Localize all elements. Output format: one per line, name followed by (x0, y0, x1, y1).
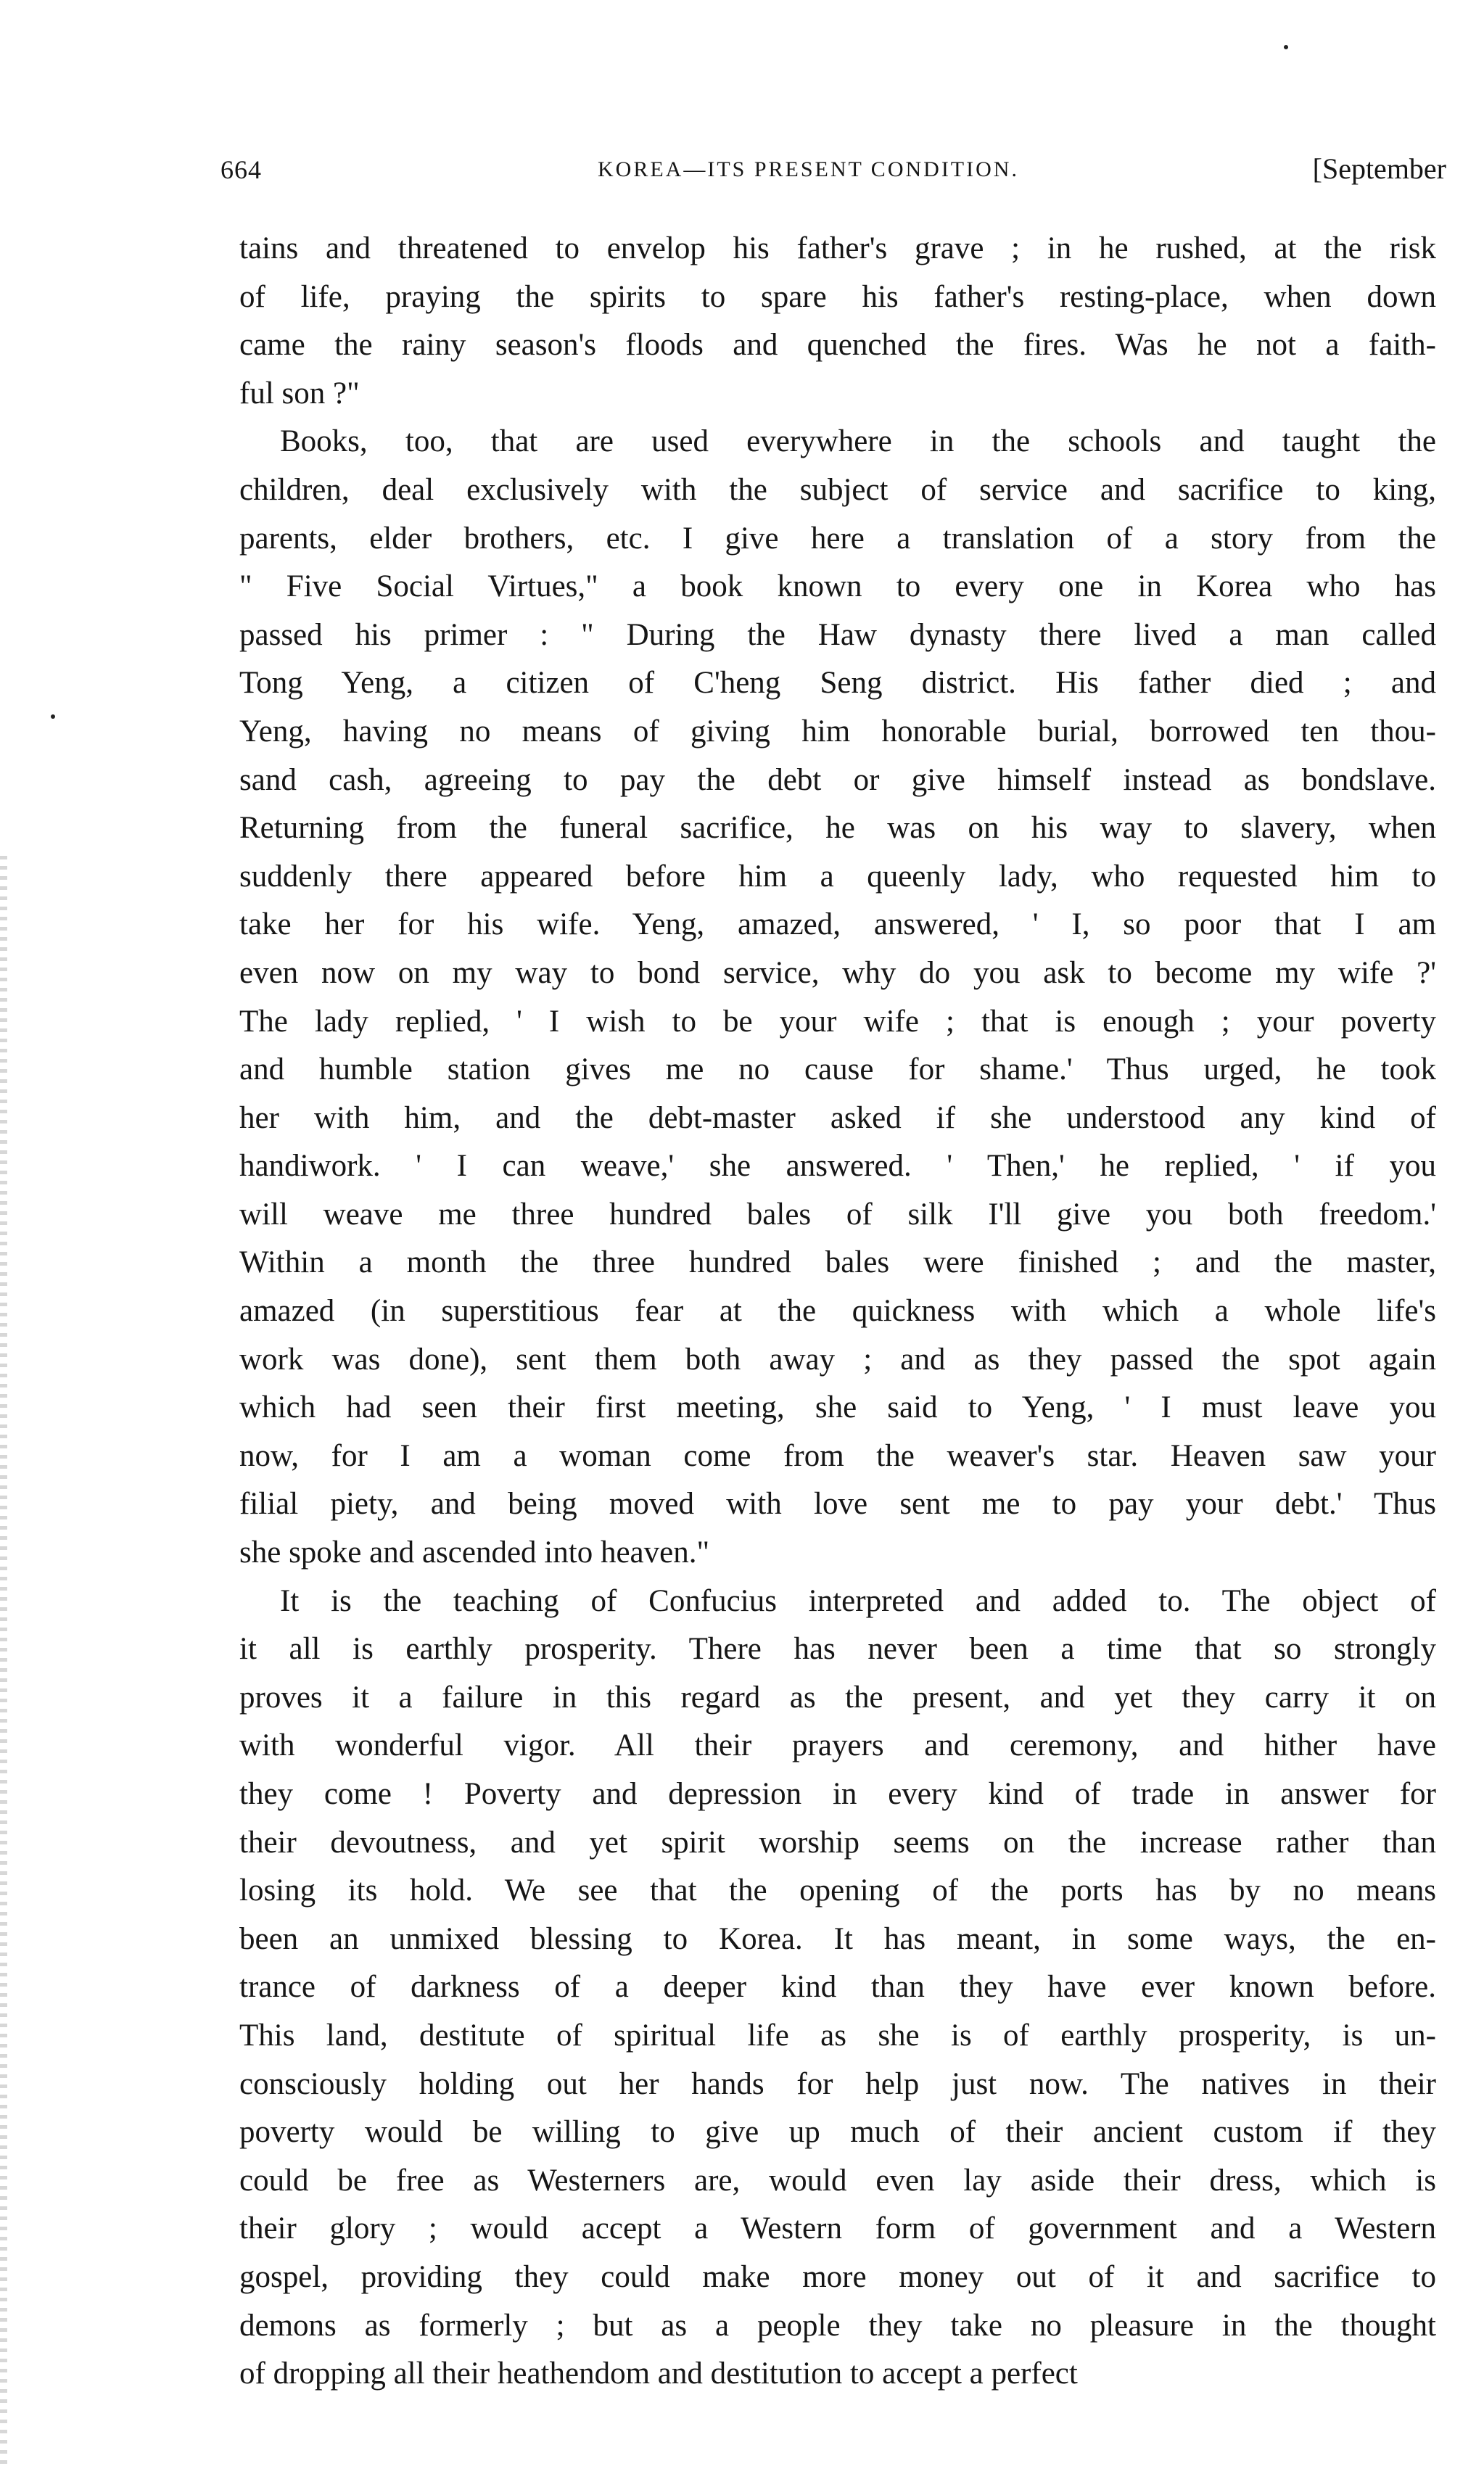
text-line: they come ! Poverty and depression in every kind of trade in answer for (239, 1777, 1436, 1811)
text-line: and humble station gives me no cause for shame.' Thus urged, he took (239, 1052, 1436, 1087)
text-line: now, for I am a woman come from the weaver's star. Heaven saw your (239, 1438, 1436, 1473)
text-line: filial piety, and being moved with love sent me to pay your debt.' Thus (239, 1487, 1436, 1522)
text-line: Within a month the three hundred bales were finished ; and the master, (239, 1245, 1436, 1280)
text-line: with wonderful vigor. All their prayers and ceremony, and hither have (239, 1728, 1436, 1763)
text-line: children, deal exclusively with the subject of service and sacrifice to king, (239, 472, 1436, 507)
text-line: passed his primer : " During the Haw dynasty there lived a man called (239, 617, 1436, 652)
page-binding-edge (0, 856, 7, 2466)
text-line: consciously holding out her hands for help just now. The natives in their (239, 2066, 1436, 2101)
text-line: even now on my way to bond service, why do you ask to become my wife ?' (239, 955, 1436, 990)
text-line: her with him, and the debt-master asked if she understood any kind of (239, 1100, 1436, 1135)
ink-speck (1284, 45, 1288, 49)
paragraph (239, 1578, 1436, 2399)
text-line: of life, praying the spirits to spare his father's resting-place, when down (239, 279, 1436, 314)
ink-speck (51, 714, 55, 719)
text-line: amazed (in superstitious fear at the quickness with which a whole life's (239, 1294, 1436, 1329)
text-line: " Five Social Virtues," a book known to every one in Korea who has (239, 569, 1436, 604)
paragraph (239, 418, 1436, 1577)
text-line: came the rainy season's floods and quenched the fires. Was he not a faith- (239, 328, 1436, 363)
text-line: could be free as Westerners are, would even lay aside their dress, which is (239, 2163, 1436, 2198)
running-month: [September (1312, 152, 1446, 185)
text-line: handiwork. ' I can weave,' she answered. ' Then,' he replied, ' if you (239, 1149, 1436, 1184)
text-line: it all is earthly prosperity. There has never been a time that so strongly (239, 1632, 1436, 1667)
text-line: their glory ; would accept a Western form of government and a Western (239, 2211, 1436, 2246)
text-line: tains and threatened to envelop his father's grave ; in he rushed, at the risk (239, 231, 1436, 265)
text-line: of dropping all their heathendom and destitution to accept a perfect (239, 2356, 1078, 2391)
text-line: which had seen their first meeting, she said to Yeng, ' I must leave you (239, 1390, 1436, 1425)
text-line: This land, destitute of spiritual life as she is of earthly prosperity, is un- (239, 2018, 1436, 2053)
page-number: 664 (220, 155, 262, 184)
running-head (220, 149, 1446, 192)
text-line: suddenly there appeared before him a queenly lady, who requested him to (239, 859, 1436, 894)
text-line: their devoutness, and yet spirit worship seems on the increase rather than (239, 1825, 1436, 1860)
text-line: Books, too, that are used everywhere in the schools and taught the (280, 424, 1436, 459)
text-line: losing its hold. We see that the opening of the ports has by no means (239, 1873, 1436, 1908)
text-line: The lady replied, ' I wish to be your wife ; that is enough ; your poverty (239, 1004, 1436, 1039)
paragraph (239, 225, 1436, 418)
text-line: proves it a failure in this regard as the present, and yet they carry it on (239, 1680, 1436, 1715)
text-line: been an unmixed blessing to Korea. It has meant, in some ways, the en- (239, 1921, 1436, 1956)
text-line: will weave me three hundred bales of silk I'll give you both freedom.' (239, 1197, 1436, 1232)
text-line: Yeng, having no means of giving him honorable burial, borrowed ten thou- (239, 714, 1436, 749)
body-text (239, 225, 1436, 2399)
text-line: poverty would be willing to give up much of their ancient custom if they (239, 2115, 1436, 2150)
text-line: gospel, providing they could make more money out of it and sacrifice to (239, 2259, 1436, 2294)
text-line: work was done), sent them both away ; and as they passed the spot again (239, 1342, 1436, 1377)
text-line: Tong Yeng, a citizen of C'heng Seng district. His father died ; and (239, 666, 1436, 701)
text-line: ful son ?" (239, 376, 360, 411)
text-line: sand cash, agreeing to pay the debt or give himself instead as bondslave. (239, 762, 1436, 797)
text-line: It is the teaching of Confucius interpreted and added to. The object of (280, 1583, 1436, 1618)
text-line: trance of darkness of a deeper kind than they have ever known before. (239, 1970, 1436, 2005)
text-line: demons as formerly ; but as a people they take no pleasure in the thought (239, 2308, 1436, 2343)
running-title: KOREA—ITS PRESENT CONDITION. (598, 157, 1019, 181)
text-line: she spoke and ascended into heaven." (239, 1535, 710, 1570)
text-line: take her for his wife. Yeng, amazed, answered, ' I, so poor that I am (239, 907, 1436, 942)
text-line: parents, elder brothers, etc. I give here a translation of a story from the (239, 521, 1436, 556)
text-line: Returning from the funeral sacrifice, he was on his way to slavery, when (239, 811, 1436, 846)
